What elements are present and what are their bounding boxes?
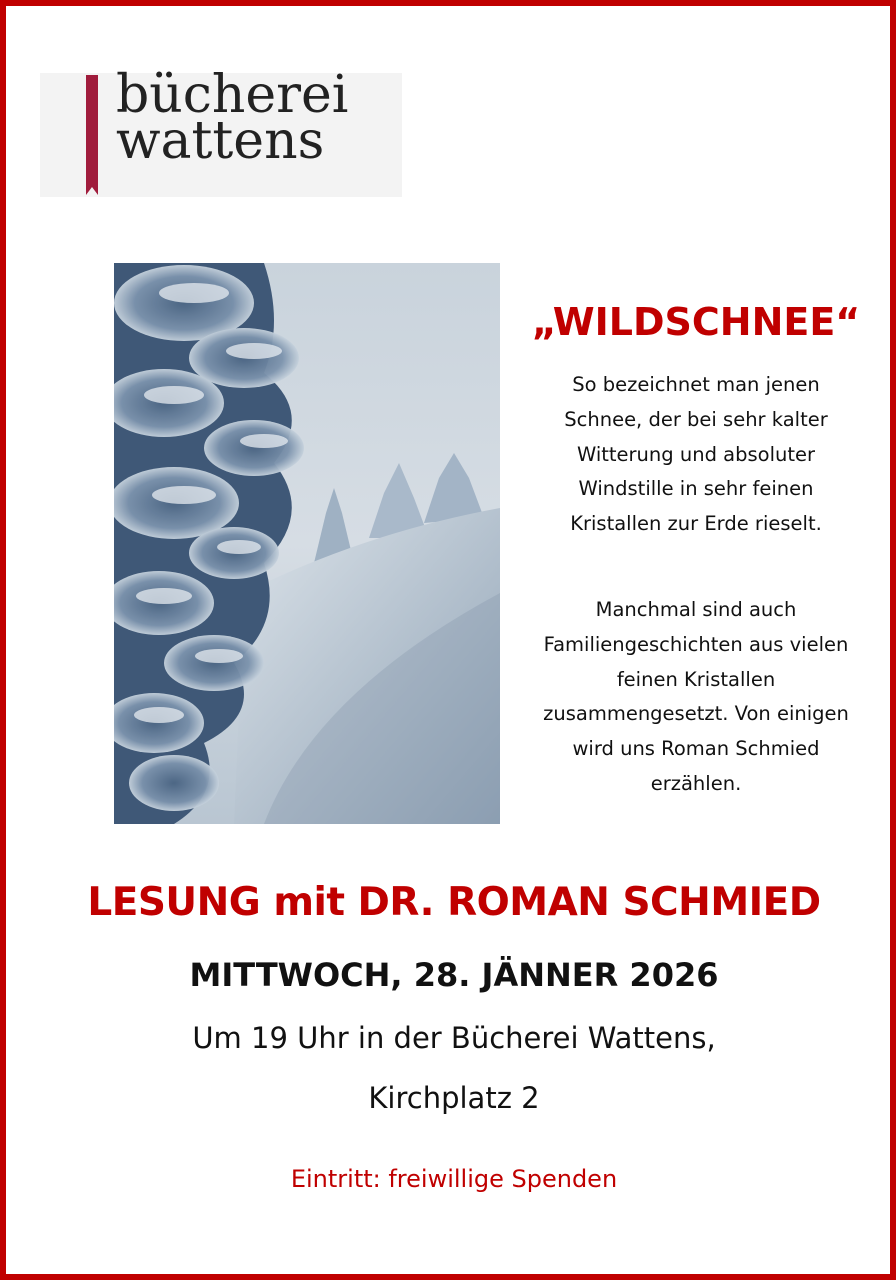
text-line: erzählen.: [650, 771, 742, 795]
logo-line-1: bücherei: [116, 65, 349, 125]
logo-wordmark: [116, 65, 349, 171]
event-location-line-1: Um 19 Uhr in der Bücherei Wattens,: [192, 1021, 716, 1055]
article-title: „WILDSCHNEE“: [531, 300, 861, 344]
text-line: Manchmal sind auch: [595, 598, 797, 621]
text-line: Windstille in sehr feinen: [578, 477, 814, 501]
event-location-line-2: Kirchplatz 2: [368, 1081, 540, 1115]
text-line: Familiengeschichten aus vielen: [543, 632, 849, 656]
text-line: Kristallen zur Erde rieselt.: [570, 512, 822, 536]
entry-fee-note: Eintritt: freiwillige Spenden: [290, 1165, 618, 1193]
intro-paragraph: [518, 368, 874, 542]
story-paragraph: [518, 593, 874, 802]
event-headline: LESUNG mit DR. ROMAN SCHMIED: [87, 880, 821, 925]
text-line: Schnee, der bei sehr kalter: [564, 407, 828, 431]
text-line: zusammengesetzt. Von einigen: [543, 702, 849, 726]
text-line: Witterung und absoluter: [576, 442, 816, 466]
text-line: wird uns Roman Schmied: [572, 737, 820, 761]
event-date: MITTWOCH, 28. JÄNNER 2026: [189, 956, 719, 994]
text-line: feinen Kristallen: [616, 667, 776, 691]
bookmark-icon: [86, 75, 98, 195]
text-line: So bezeichnet man jenen: [572, 373, 820, 396]
snowy-forest-photo: [114, 263, 500, 824]
logo-line-2: wattens: [116, 111, 325, 171]
